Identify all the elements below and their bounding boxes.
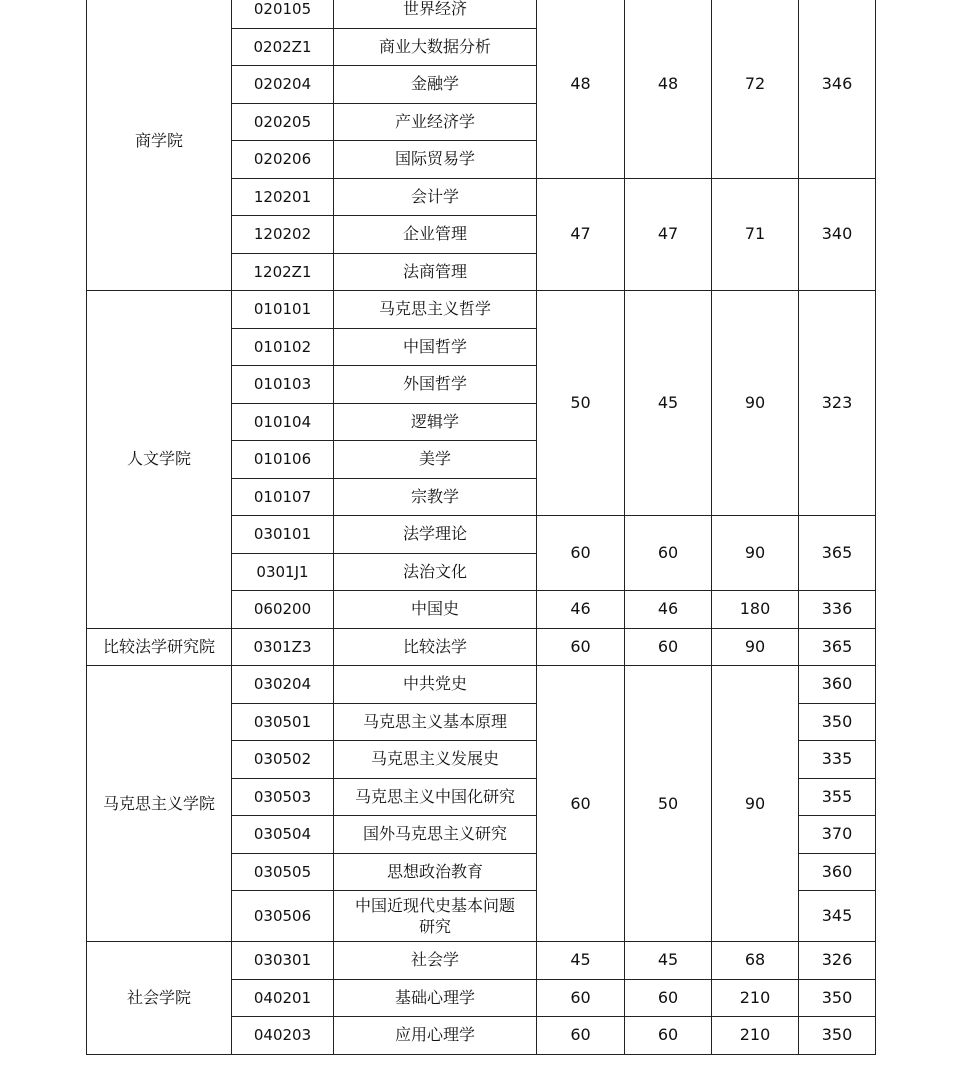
total-score: 336 bbox=[799, 591, 876, 629]
table-row bbox=[87, 628, 876, 666]
total-score: 365 bbox=[799, 516, 876, 591]
score-2: 50 bbox=[625, 666, 712, 942]
score-2: 45 bbox=[625, 942, 712, 980]
total-score: 350 bbox=[799, 1017, 876, 1055]
major-code: 0301Z3 bbox=[232, 628, 334, 666]
major-code: 010101 bbox=[232, 291, 334, 329]
major-name: 逻辑学 bbox=[334, 403, 537, 441]
major-code: 010103 bbox=[232, 366, 334, 404]
major-name: 中国史 bbox=[334, 591, 537, 629]
major-code: 030301 bbox=[232, 942, 334, 980]
score-2: 47 bbox=[625, 178, 712, 291]
major-name: 美学 bbox=[334, 441, 537, 479]
major-code: 030504 bbox=[232, 816, 334, 854]
table-row bbox=[87, 942, 876, 980]
score-1: 60 bbox=[537, 516, 625, 591]
total-score: 370 bbox=[799, 816, 876, 854]
score-3: 210 bbox=[712, 979, 799, 1017]
total-score: 323 bbox=[799, 291, 876, 516]
major-name: 企业管理 bbox=[334, 216, 537, 254]
major-code: 010106 bbox=[232, 441, 334, 479]
total-score: 346 bbox=[799, 0, 876, 178]
major-name: 马克思主义基本原理 bbox=[334, 703, 537, 741]
college-name: 人文学院 bbox=[87, 291, 232, 629]
score-1: 46 bbox=[537, 591, 625, 629]
score-2: 45 bbox=[625, 291, 712, 516]
major-name: 中共党史 bbox=[334, 666, 537, 704]
score-2: 48 bbox=[625, 0, 712, 178]
major-code: 030204 bbox=[232, 666, 334, 704]
college-name: 马克思主义学院 bbox=[87, 666, 232, 942]
score-1: 60 bbox=[537, 628, 625, 666]
major-code: 020204 bbox=[232, 66, 334, 104]
major-code: 020205 bbox=[232, 103, 334, 141]
score-2: 60 bbox=[625, 1017, 712, 1055]
score-2: 46 bbox=[625, 591, 712, 629]
score-3: 90 bbox=[712, 628, 799, 666]
major-name: 马克思主义中国化研究 bbox=[334, 778, 537, 816]
score-2: 60 bbox=[625, 516, 712, 591]
total-score: 340 bbox=[799, 178, 876, 291]
major-code: 030505 bbox=[232, 853, 334, 891]
major-code: 030503 bbox=[232, 778, 334, 816]
score-3: 180 bbox=[712, 591, 799, 629]
major-name: 国际贸易学 bbox=[334, 141, 537, 179]
score-1: 50 bbox=[537, 291, 625, 516]
score-3: 210 bbox=[712, 1017, 799, 1055]
major-name: 中国哲学 bbox=[334, 328, 537, 366]
score-1: 45 bbox=[537, 942, 625, 980]
major-name: 基础心理学 bbox=[334, 979, 537, 1017]
major-name: 宗教学 bbox=[334, 478, 537, 516]
major-code: 060200 bbox=[232, 591, 334, 629]
score-3: 71 bbox=[712, 178, 799, 291]
total-score: 335 bbox=[799, 741, 876, 779]
major-name: 世界经济 bbox=[334, 0, 537, 28]
major-name: 社会学 bbox=[334, 942, 537, 980]
major-code: 0202Z1 bbox=[232, 28, 334, 66]
total-score: 365 bbox=[799, 628, 876, 666]
major-name: 马克思主义哲学 bbox=[334, 291, 537, 329]
score-3: 90 bbox=[712, 516, 799, 591]
score-2: 60 bbox=[625, 628, 712, 666]
major-code: 120202 bbox=[232, 216, 334, 254]
total-score: 345 bbox=[799, 891, 876, 942]
major-code: 1202Z1 bbox=[232, 253, 334, 291]
major-code: 030506 bbox=[232, 891, 334, 942]
major-name: 金融学 bbox=[334, 66, 537, 104]
college-name: 比较法学研究院 bbox=[87, 628, 232, 666]
college-name: 社会学院 bbox=[87, 942, 232, 1055]
major-code: 010102 bbox=[232, 328, 334, 366]
college-name: 商学院 bbox=[87, 0, 232, 291]
major-name: 思想政治教育 bbox=[334, 853, 537, 891]
major-code: 030502 bbox=[232, 741, 334, 779]
table-row bbox=[87, 291, 876, 329]
total-score: 355 bbox=[799, 778, 876, 816]
major-name: 法学理论 bbox=[334, 516, 537, 554]
major-code: 030101 bbox=[232, 516, 334, 554]
table-row bbox=[87, 666, 876, 704]
major-code: 120201 bbox=[232, 178, 334, 216]
major-name: 商业大数据分析 bbox=[334, 28, 537, 66]
major-name: 比较法学 bbox=[334, 628, 537, 666]
score-3: 68 bbox=[712, 942, 799, 980]
score-1: 48 bbox=[537, 0, 625, 178]
major-code: 040203 bbox=[232, 1017, 334, 1055]
score-1: 47 bbox=[537, 178, 625, 291]
total-score: 350 bbox=[799, 979, 876, 1017]
major-code: 020105 bbox=[232, 0, 334, 28]
score-table bbox=[86, 0, 876, 1055]
score-3: 90 bbox=[712, 666, 799, 942]
major-name: 应用心理学 bbox=[334, 1017, 537, 1055]
major-name: 法商管理 bbox=[334, 253, 537, 291]
score-1: 60 bbox=[537, 666, 625, 942]
major-code: 0301J1 bbox=[232, 553, 334, 591]
major-name: 产业经济学 bbox=[334, 103, 537, 141]
score-1: 60 bbox=[537, 1017, 625, 1055]
total-score: 360 bbox=[799, 666, 876, 704]
total-score: 360 bbox=[799, 853, 876, 891]
major-name: 会计学 bbox=[334, 178, 537, 216]
score-2: 60 bbox=[625, 979, 712, 1017]
major-code: 030501 bbox=[232, 703, 334, 741]
total-score: 350 bbox=[799, 703, 876, 741]
table-row bbox=[87, 0, 876, 28]
major-name: 外国哲学 bbox=[334, 366, 537, 404]
score-3: 90 bbox=[712, 291, 799, 516]
score-3: 72 bbox=[712, 0, 799, 178]
major-code: 020206 bbox=[232, 141, 334, 179]
major-name: 国外马克思主义研究 bbox=[334, 816, 537, 854]
major-code: 040201 bbox=[232, 979, 334, 1017]
major-name: 法治文化 bbox=[334, 553, 537, 591]
total-score: 326 bbox=[799, 942, 876, 980]
major-name: 中国近现代史基本问题研究 bbox=[334, 891, 537, 942]
major-code: 010107 bbox=[232, 478, 334, 516]
major-name: 马克思主义发展史 bbox=[334, 741, 537, 779]
major-code: 010104 bbox=[232, 403, 334, 441]
score-1: 60 bbox=[537, 979, 625, 1017]
